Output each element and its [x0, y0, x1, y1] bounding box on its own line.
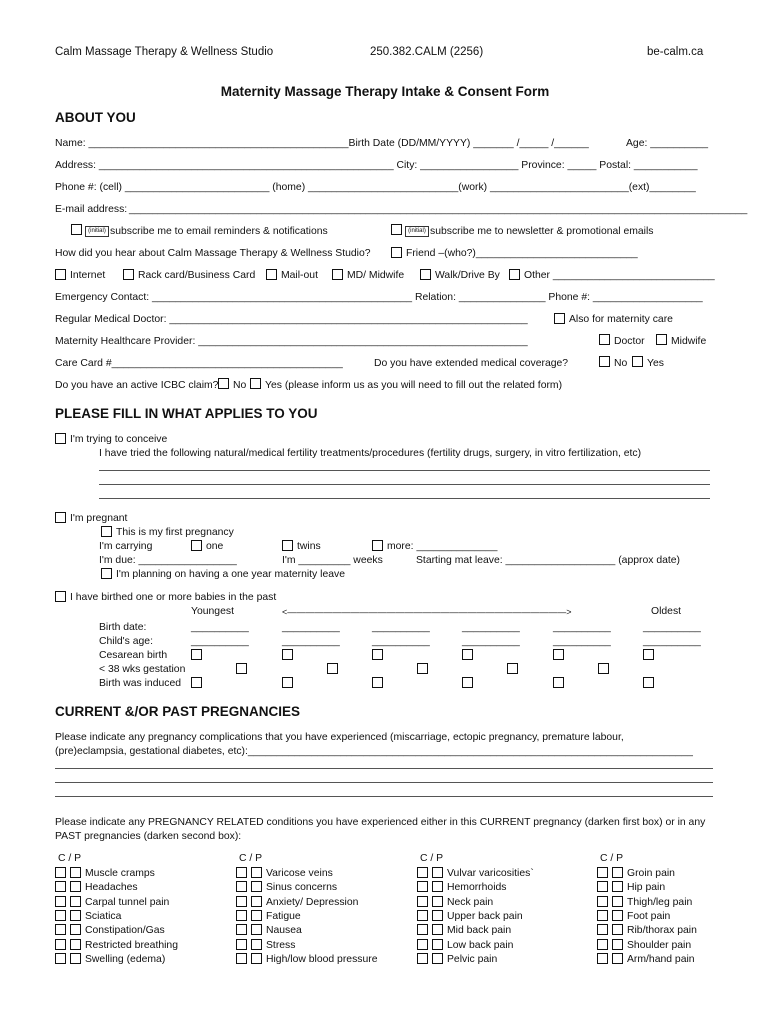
condition-label: Shoulder pain [627, 939, 692, 951]
source-md-midwife-checkbox[interactable] [332, 269, 343, 280]
carry-more-field[interactable]: more: ______________ [387, 541, 498, 552]
condition-label: Rib/thorax pain [627, 925, 697, 937]
condition-current-checkbox[interactable] [236, 867, 247, 878]
condition-current-checkbox[interactable] [417, 924, 428, 935]
mat-leave-plan-label: I'm planning on having a one year maternity leave [116, 569, 345, 580]
icbc-no-label: No [233, 380, 247, 391]
child-birth-date-field[interactable]: __________ [462, 622, 520, 633]
condition-label: Pelvic pain [447, 953, 498, 965]
first-pregnancy-checkbox[interactable] [101, 526, 112, 537]
source-md-midwife-label: MD/ Midwife [347, 270, 405, 281]
condition-past-checkbox[interactable] [251, 939, 262, 950]
source-internet-checkbox[interactable] [55, 269, 66, 280]
condition-current-checkbox[interactable] [597, 896, 608, 907]
carry-one-label: one [206, 541, 224, 552]
friend-field[interactable]: Friend –(who?)____________________________ [406, 248, 638, 259]
source-rack-card-checkbox[interactable] [123, 269, 134, 280]
condition-label: Fatigue [266, 910, 301, 922]
condition-current-checkbox[interactable] [597, 953, 608, 964]
condition-past-checkbox[interactable] [251, 953, 262, 964]
condition-current-checkbox[interactable] [236, 924, 247, 935]
condition-current-checkbox[interactable] [55, 867, 66, 878]
condition-past-checkbox[interactable] [612, 881, 623, 892]
condition-past-checkbox[interactable] [432, 881, 443, 892]
child-birth-date-field[interactable]: __________ [372, 622, 430, 633]
condition-label: Sinus concerns [266, 882, 338, 894]
condition-past-checkbox[interactable] [70, 924, 81, 935]
email-initial-box[interactable]: (initial) [85, 226, 109, 237]
studio-phone: 250.382.CALM (2256) [370, 46, 484, 58]
trying-conceive-checkbox[interactable] [55, 433, 66, 444]
child-gestation-checkbox[interactable] [236, 663, 247, 674]
complications-text-2[interactable]: (pre)eclampsia, gestational diabetes, etc):_____________________________________________________________________________ [55, 746, 693, 757]
condition-past-checkbox[interactable] [70, 881, 81, 892]
child-gestation-checkbox[interactable] [417, 663, 428, 674]
age-field[interactable]: Age: __________ [626, 138, 709, 149]
child-age-field[interactable]: __________ [372, 636, 430, 647]
source-mailout-checkbox[interactable] [266, 269, 277, 280]
source-walk-drive-checkbox[interactable] [420, 269, 431, 280]
condition-current-checkbox[interactable] [236, 910, 247, 921]
condition-past-checkbox[interactable] [432, 924, 443, 935]
condition-past-checkbox[interactable] [612, 953, 623, 964]
gestation-row-label: < 38 wks gestation [99, 664, 186, 675]
child-gestation-checkbox[interactable] [507, 663, 518, 674]
source-other-checkbox[interactable] [509, 269, 520, 280]
icbc-yes-label: Yes (please inform us as you will need to fill out the related form) [265, 380, 563, 391]
induced-row-label: Birth was induced [99, 678, 182, 689]
fertility-question: I have tried the following natural/medical fertility treatments/procedures (fertility drugs, surgery, in vitro fertilization, etc) [99, 448, 642, 459]
carry-more-checkbox[interactable] [372, 540, 383, 551]
child-birth-date-field[interactable]: __________ [191, 622, 249, 633]
form-title: Maternity Massage Therapy Intake & Consent Form [220, 84, 550, 99]
child-cesarean-checkbox[interactable] [282, 649, 293, 660]
condition-past-checkbox[interactable] [70, 910, 81, 921]
source-internet-label: Internet [70, 270, 106, 281]
cesarean-row-label: Cesarean birth [99, 650, 168, 661]
email-reminders-label: subscribe me to email reminders & notifications [110, 226, 328, 237]
cp-label-col-4: C / P [600, 853, 624, 864]
condition-past-checkbox[interactable] [70, 939, 81, 950]
age-order-arrow: <———————————————————————————————> [282, 607, 572, 617]
condition-past-checkbox[interactable] [612, 867, 623, 878]
condition-label: Nausea [266, 925, 302, 937]
child-age-field[interactable]: __________ [462, 636, 520, 647]
child-induced-checkbox[interactable] [462, 677, 473, 688]
phone-row[interactable]: Phone #: (cell) _________________________ (home) __________________________(work) ________________________(ext)________ [55, 182, 696, 193]
care-card-field[interactable]: Care Card #________________________________________ [55, 358, 343, 369]
coverage-yes-checkbox[interactable] [632, 356, 643, 367]
hear-question: How did you hear about Calm Massage Therapy & Wellness Studio? [55, 248, 371, 259]
child-cesarean-checkbox[interactable] [553, 649, 564, 660]
condition-label: Hip pain [627, 882, 666, 894]
child-age-field[interactable]: __________ [643, 636, 701, 647]
mat-leave-field[interactable]: Starting mat leave: ___________________ (approx date) [416, 555, 681, 566]
child-birth-date-field[interactable]: __________ [282, 622, 340, 633]
condition-current-checkbox[interactable] [417, 896, 428, 907]
carry-twins-checkbox[interactable] [282, 540, 293, 551]
condition-past-checkbox[interactable] [251, 896, 262, 907]
also-maternity-label: Also for maternity care [569, 314, 673, 325]
condition-past-checkbox[interactable] [612, 896, 623, 907]
complications-line-2[interactable] [55, 782, 713, 783]
condition-label: Low back pain [447, 939, 514, 951]
child-induced-checkbox[interactable] [553, 677, 564, 688]
birthed-label: I have birthed one or more babies in the past [70, 592, 277, 603]
provider-midwife-checkbox[interactable] [656, 334, 667, 345]
emergency-contact-row[interactable]: Emergency Contact: _____________________________________________ Relation: _______________ Phone #: ___________________ [55, 292, 703, 303]
cp-label-col-2: C / P [239, 853, 263, 864]
mat-leave-plan-checkbox[interactable] [101, 568, 112, 579]
coverage-yes-label: Yes [647, 358, 664, 369]
conditions-text-1: Please indicate any PREGNANCY RELATED conditions you have experienced either in this CURRENT pregnancy (darken first box) or in any [55, 817, 706, 828]
child-induced-checkbox[interactable] [643, 677, 654, 688]
fertility-line-1[interactable] [99, 470, 710, 471]
condition-current-checkbox[interactable] [236, 881, 247, 892]
condition-label: Neck pain [447, 896, 494, 908]
condition-past-checkbox[interactable] [432, 896, 443, 907]
child-cesarean-checkbox[interactable] [462, 649, 473, 660]
source-rack-card-label: Rack card/Business Card [138, 270, 256, 281]
coverage-no-checkbox[interactable] [599, 356, 610, 367]
child-age-row-label: Child's age: [99, 636, 153, 647]
condition-label: Hemorrhoids [447, 882, 507, 894]
icbc-question: Do you have an active ICBC claim? [55, 380, 219, 391]
condition-current-checkbox[interactable] [236, 953, 247, 964]
newsletter-checkbox[interactable] [391, 224, 402, 235]
child-cesarean-checkbox[interactable] [191, 649, 202, 660]
newsletter-label: subscribe me to newsletter & promotional emails [430, 226, 654, 237]
condition-past-checkbox[interactable] [251, 910, 262, 921]
regular-doctor-row[interactable]: Regular Medical Doctor: ______________________________________________________________ [55, 314, 528, 325]
section-pregnancies-heading: CURRENT &/OR PAST PREGNANCIES [55, 704, 301, 719]
condition-current-checkbox[interactable] [417, 939, 428, 950]
newsletter-initial-box[interactable]: (initial) [405, 226, 429, 237]
condition-label: Thigh/leg pain [627, 896, 693, 908]
child-cesarean-checkbox[interactable] [372, 649, 383, 660]
cp-label-col-1: C / P [58, 853, 82, 864]
condition-past-checkbox[interactable] [70, 896, 81, 907]
friend-checkbox[interactable] [391, 247, 402, 258]
carry-twins-label: twins [297, 541, 321, 552]
condition-past-checkbox[interactable] [612, 924, 623, 935]
condition-label: Constipation/Gas [85, 925, 165, 937]
conditions-text-2: PAST pregnancies (darken second box): [55, 831, 242, 842]
condition-past-checkbox[interactable] [251, 881, 262, 892]
fertility-line-2[interactable] [99, 484, 710, 485]
pregnant-checkbox[interactable] [55, 512, 66, 523]
child-cesarean-checkbox[interactable] [643, 649, 654, 660]
child-induced-checkbox[interactable] [282, 677, 293, 688]
condition-label: Anxiety/ Depression [266, 896, 359, 908]
condition-past-checkbox[interactable] [251, 924, 262, 935]
condition-current-checkbox[interactable] [417, 881, 428, 892]
condition-label: Arm/hand pain [627, 953, 695, 965]
child-induced-checkbox[interactable] [372, 677, 383, 688]
condition-label: Foot pain [627, 910, 671, 922]
coverage-question: Do you have extended medical coverage? [374, 358, 569, 369]
condition-label: Headaches [85, 882, 138, 894]
carrying-label: I'm carrying [99, 541, 153, 552]
condition-past-checkbox[interactable] [432, 910, 443, 921]
child-age-field[interactable]: __________ [282, 636, 340, 647]
section-about-heading: ABOUT YOU [55, 110, 136, 125]
icbc-yes-checkbox[interactable] [250, 378, 261, 389]
condition-label: Upper back pain [447, 910, 523, 922]
weeks-field[interactable]: I'm _________ weeks [282, 555, 383, 566]
condition-label: Varicose veins [266, 868, 333, 879]
condition-current-checkbox[interactable] [417, 953, 428, 964]
coverage-no-label: No [614, 358, 628, 369]
provider-doctor-label: Doctor [614, 336, 645, 347]
condition-past-checkbox[interactable] [432, 953, 443, 964]
condition-label: Restricted breathing [85, 939, 178, 951]
birth-date-row-label: Birth date: [99, 622, 147, 633]
complications-line-1[interactable] [55, 768, 713, 769]
address-row[interactable]: Address: ___________________________________________________ City: _________________ Province: _____ Postal: ___________ [55, 160, 698, 171]
condition-current-checkbox[interactable] [597, 910, 608, 921]
email-label: E-mail address: [55, 204, 128, 215]
condition-label: Sciatica [85, 910, 122, 922]
provider-midwife-label: Midwife [671, 336, 707, 347]
carry-one-checkbox[interactable] [191, 540, 202, 551]
condition-past-checkbox[interactable] [432, 939, 443, 950]
condition-label: High/low blood pressure [266, 953, 378, 965]
condition-label: Vulvar varicosities` [447, 868, 534, 879]
pregnant-label: I'm pregnant [70, 513, 128, 524]
fertility-line-3[interactable] [99, 498, 710, 499]
child-birth-date-field[interactable]: __________ [643, 622, 701, 633]
oldest-label: Oldest [651, 606, 682, 617]
name-birthdate-row[interactable]: Name: _____________________________________________Birth Date (DD/MM/YYYY) _______ /_____ /______ [55, 138, 589, 149]
condition-label: Stress [266, 939, 296, 951]
provider-doctor-checkbox[interactable] [599, 334, 610, 345]
section-applies-heading: PLEASE FILL IN WHAT APPLIES TO YOU [55, 406, 318, 421]
birthed-checkbox[interactable] [55, 591, 66, 602]
source-other-field[interactable]: Other ____________________________ [524, 270, 715, 281]
also-maternity-checkbox[interactable] [554, 313, 565, 324]
condition-label: Muscle cramps [85, 868, 155, 879]
condition-past-checkbox[interactable] [251, 867, 262, 878]
condition-past-checkbox[interactable] [70, 867, 81, 878]
condition-current-checkbox[interactable] [236, 939, 247, 950]
condition-current-checkbox[interactable] [55, 924, 66, 935]
first-pregnancy-label: This is my first pregnancy [116, 527, 234, 538]
source-mailout-label: Mail-out [281, 270, 318, 281]
email-field[interactable]: ___________________________________________________________________________________________________________ [129, 204, 748, 215]
condition-label: Swelling (edema) [85, 953, 166, 965]
due-date-field[interactable]: I'm due: _________________ [99, 555, 237, 566]
condition-past-checkbox[interactable] [432, 867, 443, 878]
condition-current-checkbox[interactable] [55, 896, 66, 907]
cp-label-col-3: C / P [420, 853, 444, 864]
child-induced-checkbox[interactable] [191, 677, 202, 688]
child-age-field[interactable]: __________ [191, 636, 249, 647]
child-gestation-checkbox[interactable] [327, 663, 338, 674]
condition-current-checkbox[interactable] [55, 953, 66, 964]
complications-text-1: Please indicate any pregnancy complications that you have experienced (miscarriage, ectopic pregnancy, premature labour, [55, 732, 624, 743]
condition-past-checkbox[interactable] [70, 953, 81, 964]
studio-website: be-calm.ca [647, 46, 704, 58]
source-walk-drive-label: Walk/Drive By [435, 270, 500, 281]
condition-past-checkbox[interactable] [612, 910, 623, 921]
maternity-provider-row[interactable]: Maternity Healthcare Provider: _________________________________________________________ [55, 336, 528, 347]
child-birth-date-field[interactable]: __________ [553, 622, 611, 633]
condition-current-checkbox[interactable] [55, 939, 66, 950]
condition-current-checkbox[interactable] [597, 867, 608, 878]
condition-label: Mid back pain [447, 925, 512, 937]
complications-line-3[interactable] [55, 796, 713, 797]
email-reminders-checkbox[interactable] [71, 224, 82, 235]
trying-conceive-label: I'm trying to conceive [70, 434, 168, 445]
icbc-no-checkbox[interactable] [218, 378, 229, 389]
child-age-field[interactable]: __________ [553, 636, 611, 647]
child-gestation-checkbox[interactable] [598, 663, 609, 674]
condition-label: Groin pain [627, 868, 675, 879]
condition-current-checkbox[interactable] [417, 867, 428, 878]
condition-current-checkbox[interactable] [597, 939, 608, 950]
condition-current-checkbox[interactable] [597, 881, 608, 892]
condition-current-checkbox[interactable] [55, 881, 66, 892]
condition-current-checkbox[interactable] [55, 910, 66, 921]
studio-name: Calm Massage Therapy & Wellness Studio [55, 46, 274, 58]
youngest-label: Youngest [191, 606, 234, 617]
condition-current-checkbox[interactable] [417, 910, 428, 921]
condition-current-checkbox[interactable] [597, 924, 608, 935]
condition-past-checkbox[interactable] [612, 939, 623, 950]
condition-current-checkbox[interactable] [236, 896, 247, 907]
condition-label: Carpal tunnel pain [85, 896, 170, 908]
